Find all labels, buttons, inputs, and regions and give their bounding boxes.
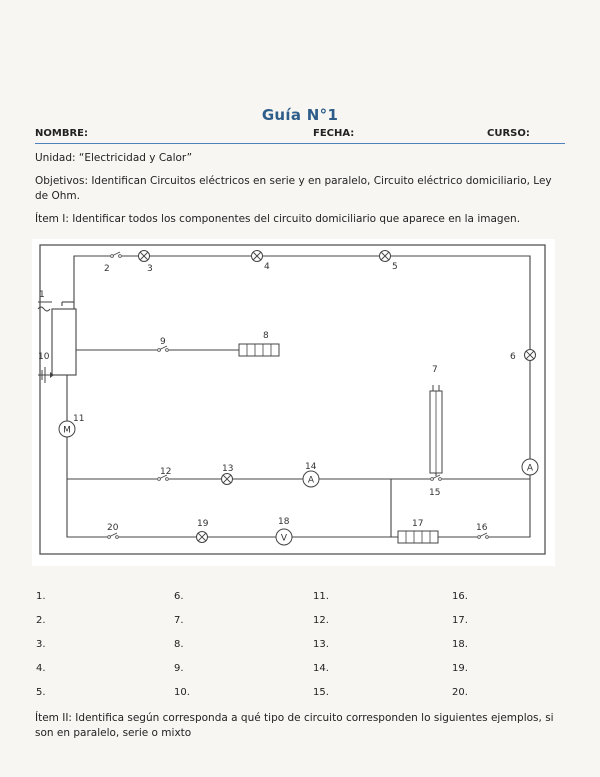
label-4: 4 — [264, 262, 270, 272]
label-18: 18 — [278, 517, 290, 527]
answer-15: 15. — [313, 687, 329, 698]
component-7-outlet — [430, 385, 442, 473]
course-label: CURSO: — [487, 128, 530, 139]
label-12: 12 — [160, 467, 172, 477]
wires — [52, 256, 530, 537]
label-1: 1 — [39, 290, 45, 300]
component-9-switch — [157, 346, 169, 353]
answer-19: 19. — [452, 663, 468, 674]
component-14-ammeter — [303, 471, 319, 487]
label-3: 3 — [147, 264, 153, 274]
component-20-switch — [107, 533, 119, 540]
svg-text:M: M — [63, 425, 71, 436]
label-17: 17 — [412, 519, 424, 529]
item2-instruction: Ítem II: Identifica según corresponda a qué tipo de circuito corresponden lo siguientes ejemplos, si son en paralelo, serie o mixto — [35, 712, 554, 739]
answer-20: 20. — [452, 687, 468, 698]
label-19: 19 — [197, 519, 209, 529]
answer-18: 18. — [452, 639, 468, 650]
component-8-resistor — [239, 344, 279, 356]
label-6: 6 — [510, 352, 516, 362]
answer-16: 16. — [452, 591, 468, 602]
header-row — [35, 127, 565, 144]
answer-10: 10. — [174, 687, 190, 698]
answer-5: 5. — [36, 687, 46, 698]
answer-4: 4. — [36, 663, 46, 674]
date-label: FECHA: — [313, 128, 355, 139]
circuit-diagram — [32, 239, 555, 566]
answer-2: 2. — [36, 615, 46, 626]
component-16-switch — [477, 533, 489, 540]
label-14: 14 — [305, 462, 317, 472]
answer-11: 11. — [313, 591, 329, 602]
answer-13: 13. — [313, 639, 329, 650]
answer-7: 7. — [174, 615, 184, 626]
component-15-switch — [430, 475, 442, 482]
answer-17: 17. — [452, 615, 468, 626]
name-label: NOMBRE: — [35, 128, 88, 139]
label-7: 7 — [432, 365, 438, 375]
objectives-text: Objetivos: Identifican Circuitos eléctricos en serie y en paralelo, Circuito eléctrico domiciliario, Ley de Ohm. — [35, 175, 552, 202]
label-16: 16 — [476, 523, 488, 533]
svg-text:V: V — [280, 533, 288, 544]
component-labels — [38, 262, 516, 533]
label-9: 9 — [160, 337, 166, 347]
diagram-frame — [40, 245, 545, 554]
label-8: 8 — [263, 331, 269, 341]
answer-1: 1. — [36, 591, 46, 602]
component-6-lamp — [525, 350, 536, 361]
label-13: 13 — [222, 464, 234, 474]
component-4-lamp — [252, 251, 263, 262]
component-13-lamp — [222, 474, 233, 485]
label-10: 10 — [38, 352, 50, 362]
svg-text:A: A — [307, 475, 315, 486]
label-15: 15 — [429, 488, 441, 498]
answer-9: 9. — [174, 663, 184, 674]
component-6b-ammeter — [522, 459, 538, 475]
component-18-voltmeter — [276, 529, 292, 545]
answer-6: 6. — [174, 591, 184, 602]
answer-8: 8. — [174, 639, 184, 650]
answer-12: 12. — [313, 615, 329, 626]
answer-3: 3. — [36, 639, 46, 650]
component-19-lamp — [197, 532, 208, 543]
unit-text: Unidad: “Electricidad y Calor” — [35, 152, 193, 164]
component-5-lamp — [380, 251, 391, 262]
svg-text:A: A — [526, 463, 534, 474]
label-5: 5 — [392, 262, 398, 272]
answer-14: 14. — [313, 663, 329, 674]
component-3-lamp — [139, 251, 150, 262]
label-2: 2 — [104, 264, 110, 274]
label-20: 20 — [107, 523, 119, 533]
label-11: 11 — [73, 414, 85, 424]
page-title: Guía N°1 — [261, 106, 339, 124]
component-17-resistor — [398, 531, 438, 543]
component-2-switch — [110, 252, 122, 259]
item1-instruction: Ítem I: Identificar todos los componentes del circuito domiciliario que aparece en la imagen. — [35, 213, 521, 225]
